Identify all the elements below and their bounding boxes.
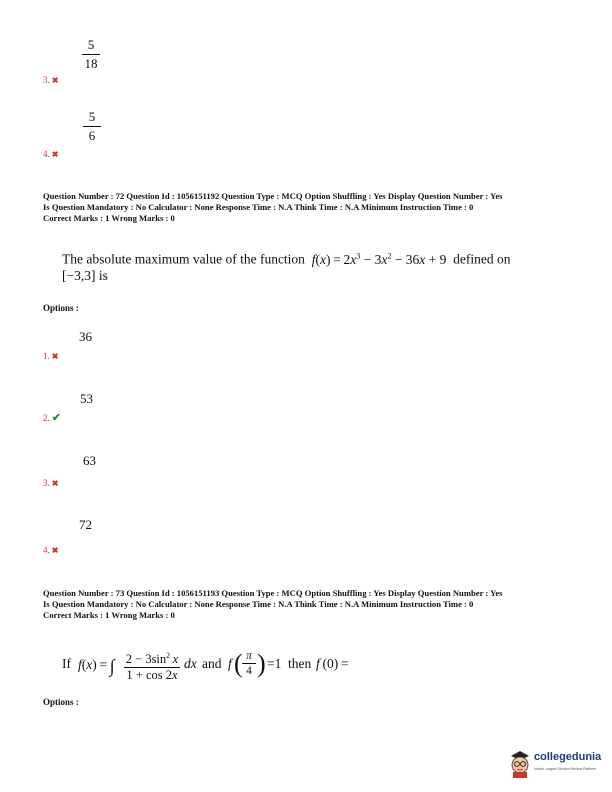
q72-meta-line3: Correct Marks : 1 Wrong Marks : 0 [43, 213, 175, 223]
condition-value: =1 [267, 656, 282, 671]
option-number: 3. [43, 478, 50, 488]
fraction-numerator: 5 [87, 37, 95, 52]
brand-tagline: India's Largest Student Review Platform [534, 767, 597, 771]
mascot-icon [508, 748, 532, 778]
q72-option-3-value: 63 [83, 453, 96, 468]
q72-meta-line1: Question Number : 72 Question Id : 1056151192 Question Type : MCQ Option Shuffling : Yes Display Question Number : Yes [43, 191, 503, 201]
question-text-part: defined on [453, 251, 511, 267]
fraction-denominator: 6 [88, 128, 96, 143]
q72-option-1-marker [43, 351, 58, 362]
q72-option-3-marker [43, 478, 58, 489]
wrong-icon: ✖ [51, 150, 59, 159]
question-text-part: and [202, 656, 222, 671]
q72-option-2-marker [43, 413, 61, 423]
q72-question-text-line2: [−3,3] is [62, 268, 108, 283]
option-number: 1. [43, 351, 50, 361]
condition-function: f [228, 656, 232, 671]
option-number: 4. [43, 149, 50, 159]
question-text-part: The absolute maximum value of the function [62, 251, 305, 267]
q72-option-4-marker [43, 545, 58, 556]
paren-left: ( [234, 649, 243, 678]
option-number: 4. [43, 545, 50, 555]
option-4-fraction [83, 110, 101, 143]
q73-meta-line1: Question Number : 73 Question Id : 1056151193 Question Type : MCQ Option Shuffling : Yes Display Question Number : Yes [43, 588, 503, 598]
q73-question-text [62, 648, 382, 684]
q73-meta-line3: Correct Marks : 1 Wrong Marks : 0 [43, 610, 175, 620]
q72-option-2-value: 53 [80, 391, 93, 406]
q72-question-text [62, 246, 510, 270]
q72-options-label: Options : [43, 303, 79, 313]
option-3-fraction [82, 38, 100, 71]
check-icon: ✔ [51, 412, 61, 424]
wrong-icon: ✖ [51, 76, 59, 85]
wrong-icon: ✖ [51, 546, 59, 555]
differential: dx [184, 656, 197, 671]
function-expression: $f(x) = 2x^3 - 3x^2 - 36x + 9$ [311, 251, 447, 267]
question-text-part: If [62, 656, 71, 671]
brand-name: collegedunia [534, 751, 602, 763]
fraction-denominator: 18 [84, 56, 98, 71]
question-text-part: then [288, 656, 312, 671]
option-number: 3. [43, 75, 50, 85]
option-4-marker [43, 149, 58, 160]
integral-lhs: f(x) = ∫ [78, 656, 115, 676]
option-number: 2. [43, 413, 50, 423]
q72-meta-line2: Is Question Mandatory : No Calculator : None Response Time : N.A Think Time : N.A Minimum Instruction Time : 0 [43, 202, 474, 212]
wrong-icon: ✖ [51, 352, 59, 361]
wrong-icon: ✖ [51, 479, 59, 488]
option-3-marker [43, 75, 58, 86]
q72-option-4-value: 72 [79, 517, 92, 532]
q73-meta-line2: Is Question Mandatory : No Calculator : None Response Time : N.A Think Time : N.A Minimum Instruction Time : 0 [43, 599, 474, 609]
pi-over-4-fraction: π 4 [242, 649, 256, 678]
q72-option-1-value: 36 [79, 329, 92, 344]
paren-right: ) [257, 649, 266, 678]
fraction-numerator: 5 [88, 109, 96, 124]
collegedunia-logo [508, 748, 608, 778]
integrand-fraction: $2 - 3\sin^2$ x 1 + cos 2x [125, 651, 179, 683]
q73-options-label: Options : [43, 697, 79, 707]
asked-expression: f (0) = [316, 656, 349, 671]
